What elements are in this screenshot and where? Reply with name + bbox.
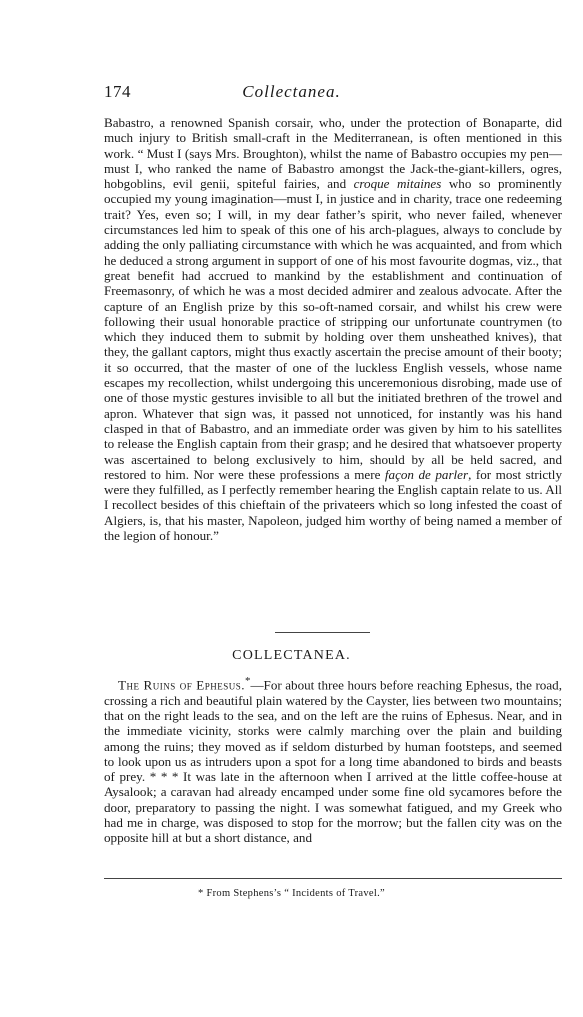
- running-head: [0, 82, 583, 106]
- section-divider: [275, 632, 370, 633]
- text-run: Babastro, a renowned Spanish corsair, who, under the protection of Bonaparte, did much injury to British small-craft in the Mediterranean, is often mentioned in this work. “ Must I (says Mrs. Broughton), whilst the name of Babastro occupies my pen—must I, who ranked the name of Babastro amongst the Jack-the-giant-killers, ogres, hobgoblins, evil genii, spiteful fairies, and: [104, 115, 562, 192]
- paragraph-text: [104, 674, 562, 846]
- text-run: , for most strictly were they fulfilled, as I perfectly remember hearing the English captain relate to us. All I recollect besides of this chieftain of the privateers which so long infested the coast of Algiers, is, that his master, Napoleon, judged him worthy of being named a member of the legion of honour.”: [104, 466, 562, 544]
- babastro-paragraph: [104, 115, 562, 543]
- text-run: —For about three hours before reaching Ephesus, the road, crossing a rich and beautiful plain watered by the Cayster, lies between two mountains; that on the right leads to the sea, and on the left are the ruins of Ephesus. Near, and in the immediate vicinity, storks were calmly marching over the plain and building among the ruins; they moved as if seldom disturbed by human footsteps, and seemed to look upon us as intruders upon a spot for a long time abandoned to birds and beasts of prey. * * * It was late in the afternoon when I arrived at the little coffee-house at Aysalook; a caravan had already encamped under some fine old sycamores before the door, preparatory to passing the night. I was somewhat fatigued, and my Greek who had me in charge, was disposed to stop for the morrow; but the fallen city was on the opposite hill at but a short distance, and: [104, 677, 562, 846]
- footnote-marker: *: [245, 675, 251, 687]
- footnote: * From Stephens’s “ Incidents of Travel.”: [198, 888, 385, 899]
- paragraph-text: [104, 115, 562, 543]
- page-number: 174: [104, 82, 131, 101]
- footnote-divider: [104, 878, 562, 879]
- text-run: who so prominently occupied my young imagination—must I, in justice and in charity, trace one redeeming trait? Yes, even so; I will, in my dear father’s spirit, who never failed, whenever circumstances led him to speak of this one of his arch-plagues, always to conclude by adding the only palliating circumstance with which he was acquainted, and from which he deduced a strong argument in support of one of his most favourite dogmas, viz., that great benefit had accrued to mankind by the establishment and continuation of Freemasonry, of which he was a most decided admirer and zealous advocate. After the capture of an English prize by this so-oft-named corsair, and whilst his crew were following their usual honorable practice of stripping our unfortunate countrymen (to which they induced them to submit by holding over them unsheathed knives), that they, the gallant captors, might thus exactly ascertain the precise amount of their booty; it so occurred, that the master of one of the luckless English vessels, whose name escapes my recollection, whilst undergoing this unceremonious disrobing, made use of one of those mystic gestures invisible to all but the initiated brethren of the trowel and apron. Whatever that sign was, it passed not unnoticed, for instantly was his hand clasped in that of Babastro, and an immediate order was given by him to his satellites to release the English captain from their grasp; and he desired that whatsoever property was ascertained to belong exclusively to him, should by all be held sacred, and restored to him. Nor were these professions a mere: [104, 176, 562, 482]
- article-lead-in: The Ruins of Ephesus.: [118, 677, 245, 693]
- ephesus-paragraph: [104, 674, 562, 846]
- italic-phrase: croque mitaines: [353, 176, 442, 192]
- running-title: Collectanea.: [242, 82, 341, 101]
- italic-phrase: façon de parler: [384, 466, 469, 482]
- section-title: COLLECTANEA.: [232, 648, 351, 663]
